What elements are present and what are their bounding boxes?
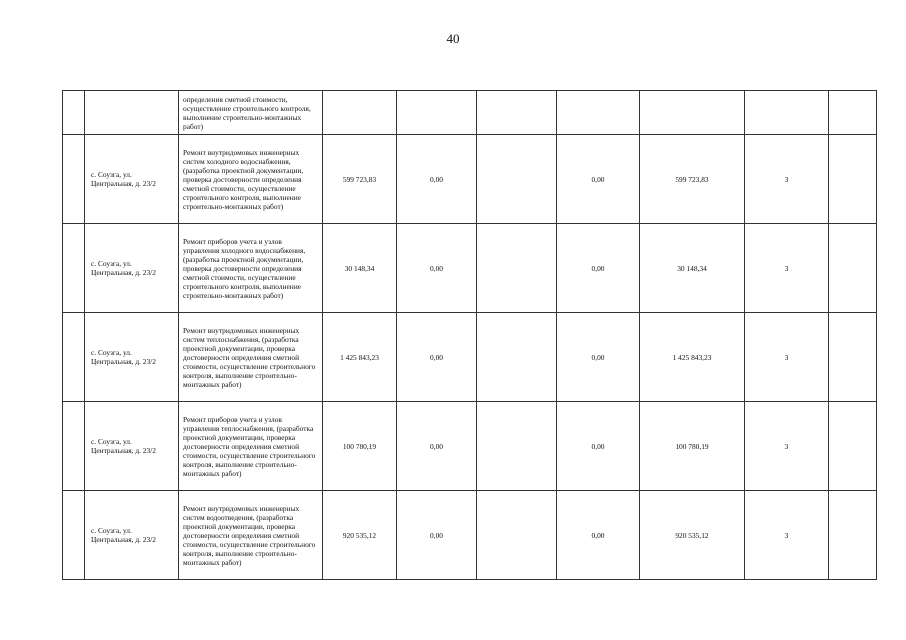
cell-code: 3	[745, 135, 829, 224]
cell-extra	[829, 402, 877, 491]
cell-extra	[829, 491, 877, 580]
cell-amount-d: 30 148,34	[640, 224, 745, 313]
cell-number	[63, 402, 85, 491]
table-row	[63, 224, 877, 313]
cell-amount-d: 599 723,83	[640, 135, 745, 224]
cell-amount-c: 0,00	[557, 313, 640, 402]
works-table	[62, 90, 877, 580]
cell-code: 3	[745, 224, 829, 313]
table-row	[63, 402, 877, 491]
cell-code: 3	[745, 491, 829, 580]
cell-number	[63, 491, 85, 580]
table-row	[63, 313, 877, 402]
cell-code: 3	[745, 402, 829, 491]
cell-amount-c: 0,00	[557, 135, 640, 224]
cell-amount-d	[640, 91, 745, 135]
cell-code: 3	[745, 313, 829, 402]
cell-amount-a: 0,00	[397, 491, 477, 580]
cell-total-cost: 599 723,83	[323, 135, 397, 224]
cell-amount-b	[477, 135, 557, 224]
cell-extra	[829, 135, 877, 224]
cell-total-cost	[323, 91, 397, 135]
cell-address: с. Соузга, ул. Центральная, д. 23/2	[85, 402, 179, 491]
cell-total-cost: 100 780,19	[323, 402, 397, 491]
cell-amount-c: 0,00	[557, 491, 640, 580]
cell-work-description: Ремонт приборов учета и узлов управления теплоснабжения, (разработка проектной документации, проверка достоверности определения сметной стоимости, осуществление строительного контроля, выполнение строительно-монтажных работ)	[179, 402, 323, 491]
cell-amount-c: 0,00	[557, 402, 640, 491]
cell-work-description: Ремонт внутридомовых инженерных систем водоотведения, (разработка проектной документации, проверка достоверности определения сметной стоимости, осуществление строительного контроля, выполнение строительно-монтажных работ)	[179, 491, 323, 580]
cell-amount-d: 920 535,12	[640, 491, 745, 580]
cell-total-cost: 1 425 843,23	[323, 313, 397, 402]
cell-work-description: Ремонт внутридомовых инженерных систем холодного водоснабжения, (разработка проектной документации, проверка достоверности определения сметной стоимости, осуществление строительного контроля, выполнение строительно-монтажных работ)	[179, 135, 323, 224]
cell-amount-d: 100 780,19	[640, 402, 745, 491]
cell-extra	[829, 224, 877, 313]
cell-amount-b	[477, 91, 557, 135]
cell-amount-a: 0,00	[397, 135, 477, 224]
cell-extra	[829, 313, 877, 402]
cell-total-cost: 30 148,34	[323, 224, 397, 313]
table-row	[63, 91, 877, 135]
cell-number	[63, 91, 85, 135]
cell-work-description: Ремонт приборов учета и узлов управления холодного водоснабжения, (разработка проектной документации, проверка достоверности определения сметной стоимости, осуществление строительного контроля, выполнение строительно-монтажных работ)	[179, 224, 323, 313]
cell-work-description: определения сметной стоимости, осуществление строительного контроля, выполнение строительно-монтажных работ)	[179, 91, 323, 135]
cell-amount-a: 0,00	[397, 313, 477, 402]
page-number: 40	[446, 31, 460, 46]
cell-amount-b	[477, 491, 557, 580]
cell-amount-a: 0,00	[397, 402, 477, 491]
cell-amount-b	[477, 224, 557, 313]
cell-address: с. Соузга, ул. Центральная, д. 23/2	[85, 313, 179, 402]
cell-address: с. Соузга, ул. Центральная, д. 23/2	[85, 135, 179, 224]
table-row	[63, 135, 877, 224]
cell-address: с. Соузга, ул. Центральная, д. 23/2	[85, 491, 179, 580]
cell-work-description: Ремонт внутридомовых инженерных систем теплоснабжения, (разработка проектной документации, проверка достоверности определения сметной стоимости, осуществление строительного контроля, выполнение строительно-монтажных работ)	[179, 313, 323, 402]
cell-amount-b	[477, 402, 557, 491]
cell-number	[63, 135, 85, 224]
cell-total-cost: 920 535,12	[323, 491, 397, 580]
cell-address	[85, 91, 179, 135]
cell-code	[745, 91, 829, 135]
cell-amount-a	[397, 91, 477, 135]
cell-extra	[829, 91, 877, 135]
cell-amount-d: 1 425 843,23	[640, 313, 745, 402]
cell-number	[63, 224, 85, 313]
cell-amount-a: 0,00	[397, 224, 477, 313]
cell-amount-b	[477, 313, 557, 402]
cell-address: с. Соузга, ул. Центральная, д. 23/2	[85, 224, 179, 313]
table-row	[63, 491, 877, 580]
cell-number	[63, 313, 85, 402]
cell-amount-c	[557, 91, 640, 135]
cell-amount-c: 0,00	[557, 224, 640, 313]
